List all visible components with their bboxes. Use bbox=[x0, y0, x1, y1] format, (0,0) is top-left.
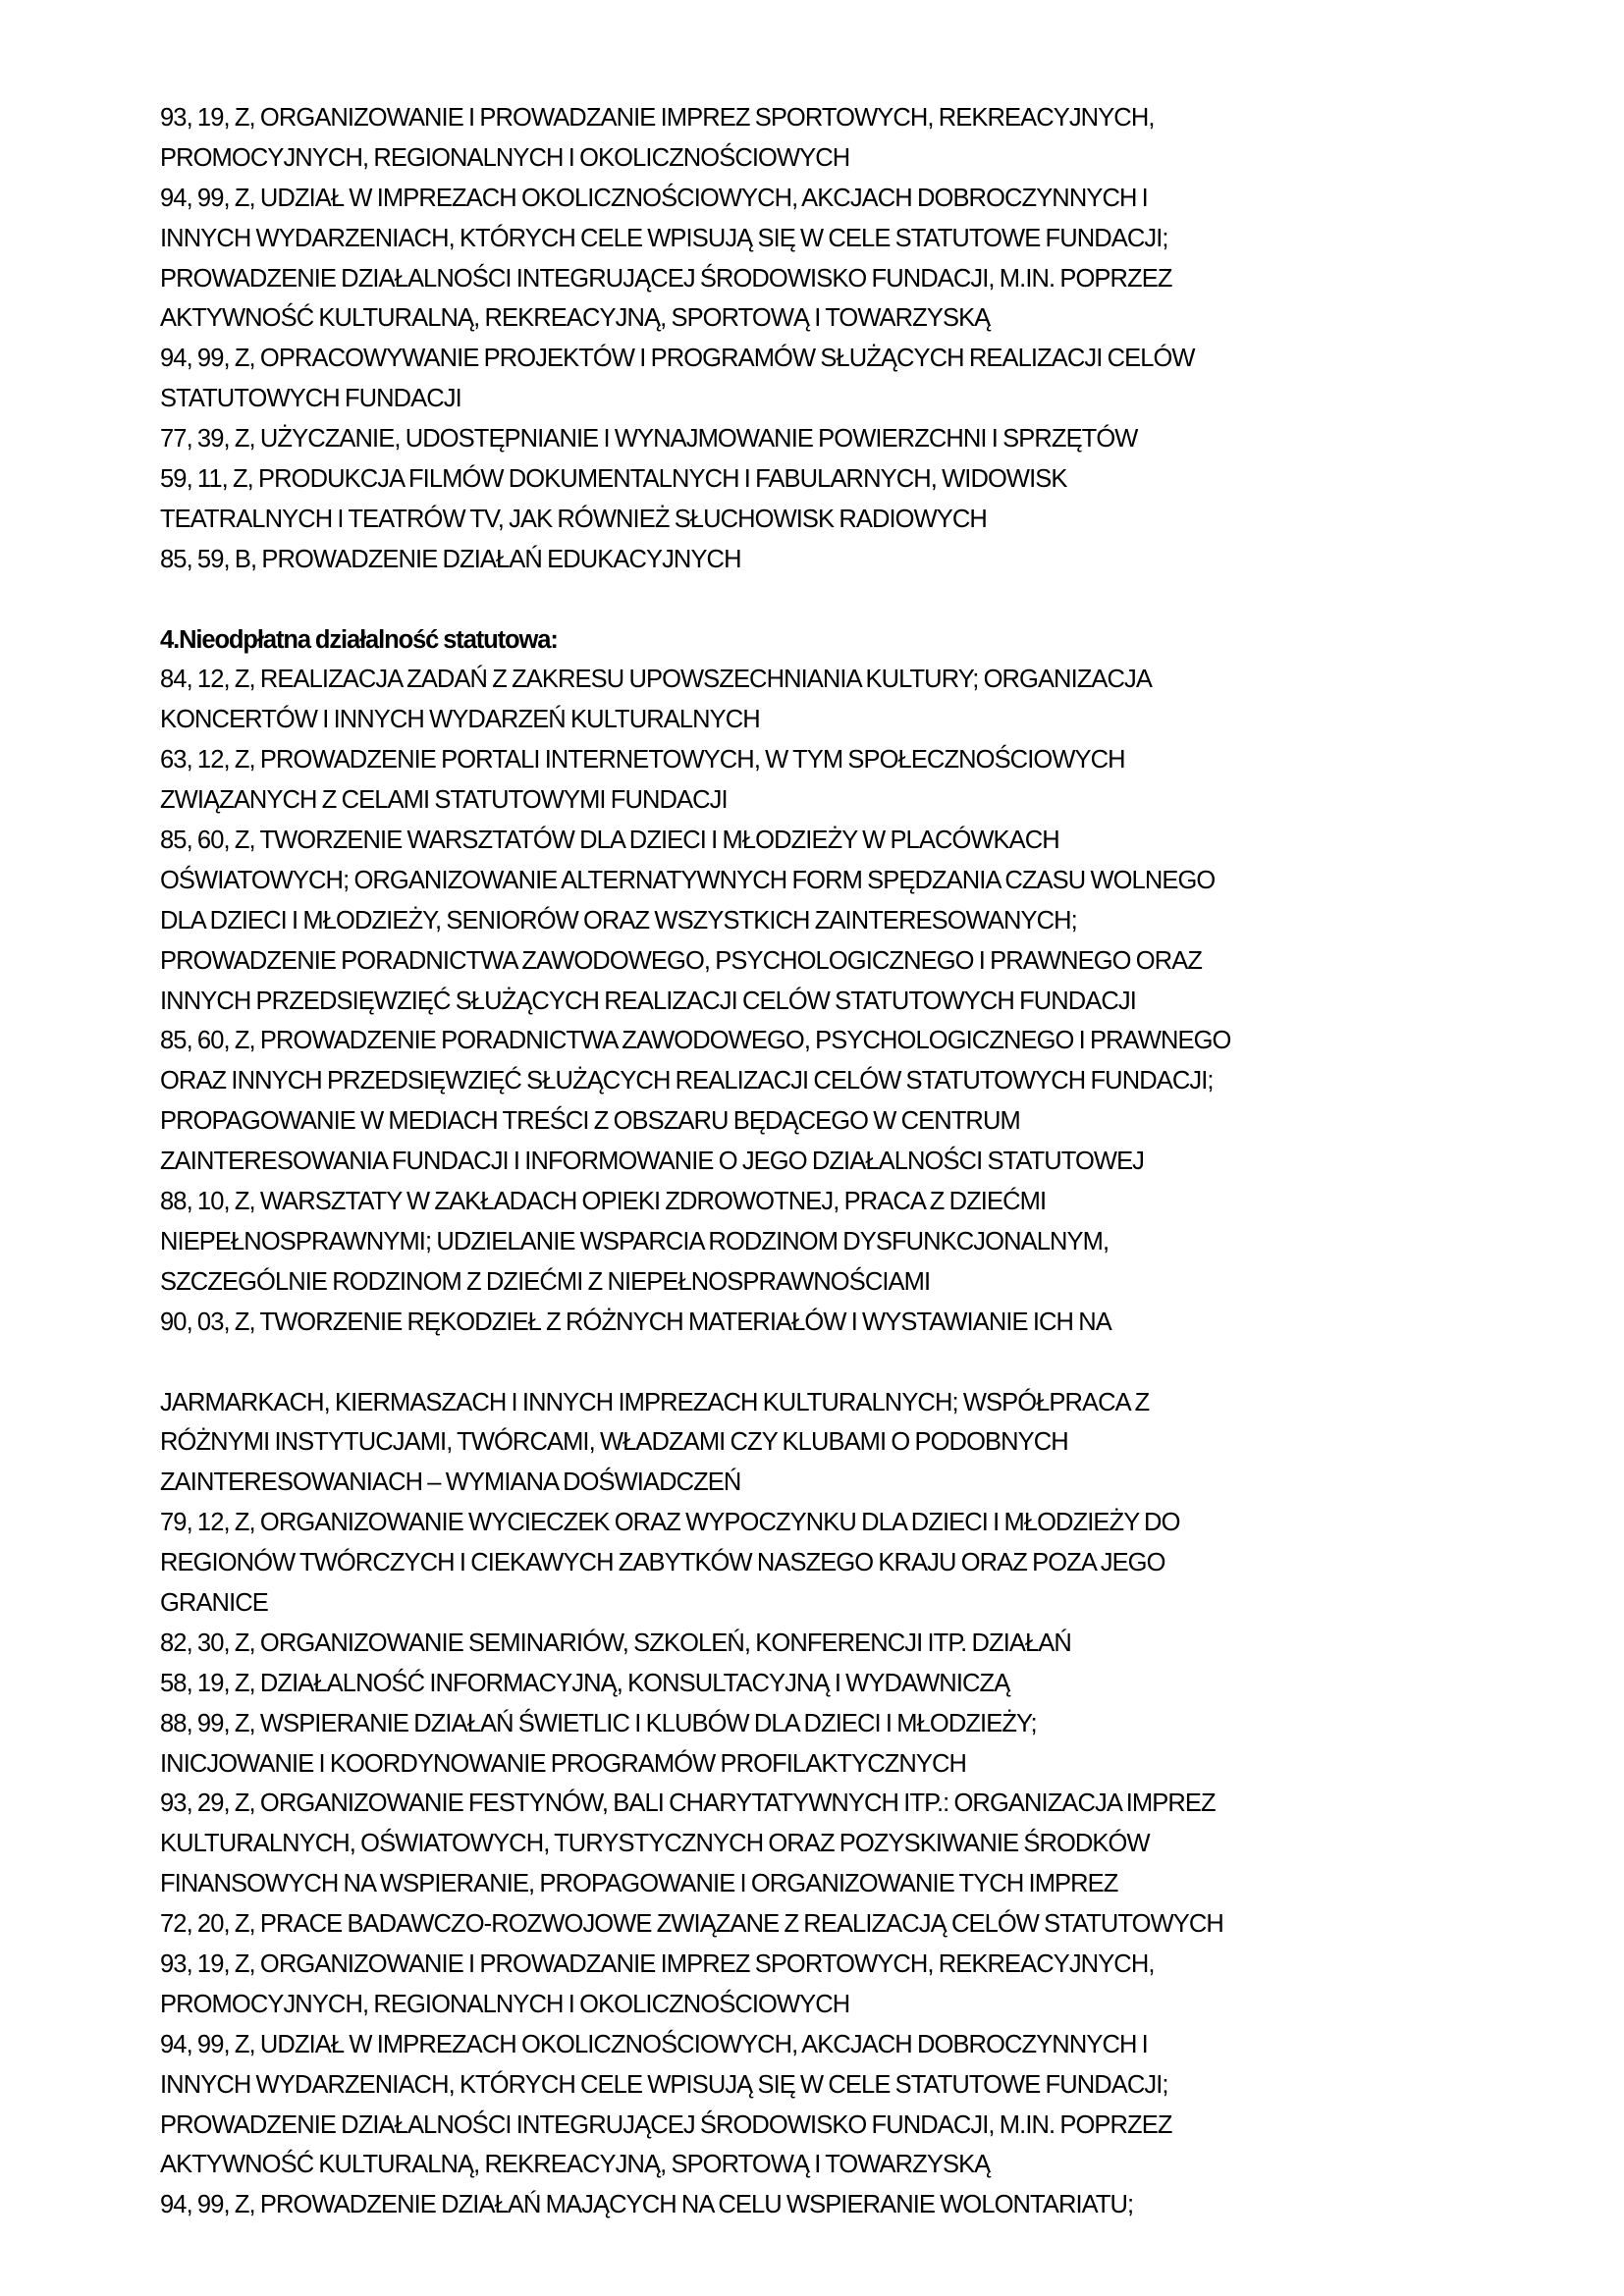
text-line: RÓŻNYMI INSTYTUCJAMI, TWÓRCAMI, WŁADZAMI CZY KLUBAMI O PODOBNYCH bbox=[160, 1428, 1068, 1457]
text-line: INNYCH WYDARZENIACH, KTÓRYCH CELE WPISUJĄ SIĘ W CELE STATUTOWE FUNDACJI; bbox=[160, 2070, 1168, 2099]
text-line: ZAINTERESOWANIA FUNDACJI I INFORMOWANIE O JEGO DZIAŁALNOŚCI STATUTOWEJ bbox=[160, 1148, 1145, 1176]
text-line: 82, 30, Z, ORGANIZOWANIE SEMINARIÓW, SZKOLEŃ, KONFERENCJI ITP. DZIAŁAŃ bbox=[160, 1629, 1071, 1657]
text-line: 94, 99, Z, UDZIAŁ W IMPREZACH OKOLICZNOŚCIOWYCH, AKCJACH DOBROCZYNNYCH I bbox=[160, 184, 1148, 212]
text-line: 94, 99, Z, OPRACOWYWANIE PROJEKTÓW I PROGRAMÓW SŁUŻĄCYCH REALIZACJI CELÓW bbox=[160, 345, 1195, 373]
text-line: INICJOWANIE I KOORDYNOWANIE PROGRAMÓW PROFILAKTYCZNYCH bbox=[160, 1749, 967, 1778]
text-line: 59, 11, Z, PRODUKCJA FILMÓW DOKUMENTALNYCH I FABULARNYCH, WIDOWISK bbox=[160, 465, 1067, 494]
document-page bbox=[160, 98, 1495, 2225]
text-line: 85, 60, Z, TWORZENIE WARSZTATÓW DLA DZIECI I MŁODZIEŻY W PLACÓWKACH bbox=[160, 827, 1059, 855]
text-line: TEATRALNYCH I TEATRÓW TV, JAK RÓWNIEŻ SŁUCHOWISK RADIOWYCH bbox=[160, 505, 987, 533]
text-line: 93, 29, Z, ORGANIZOWANIE FESTYNÓW, BALI CHARYTATYWNYCH ITP.: ORGANIZACJA IMPREZ bbox=[160, 1789, 1216, 1818]
paragraph-spacer bbox=[160, 1343, 1495, 1383]
text-line: 94, 99, Z, PROWADZENIE DZIAŁAŃ MAJĄCYCH NA CELU WSPIERANIE WOLONTARIATU; bbox=[160, 2191, 1134, 2219]
text-line: SZCZEGÓLNIE RODZINOM Z DZIEĆMI Z NIEPEŁNOSPRAWNOŚCIAMI bbox=[160, 1267, 931, 1296]
text-line: GRANICE bbox=[160, 1588, 268, 1617]
text-line: 93, 19, Z, ORGANIZOWANIE I PROWADZANIE IMPREZ SPORTOWYCH, REKREACYJNYCH, bbox=[160, 104, 1155, 132]
text-line: NIEPEŁNOSPRAWNYMI; UDZIELANIE WSPARCIA RODZINOM DYSFUNKCJONALNYM, bbox=[160, 1227, 1110, 1255]
text-line: AKTYWNOŚĆ KULTURALNĄ, REKREACYJNĄ, SPORTOWĄ I TOWARZYSKĄ bbox=[160, 2151, 991, 2179]
text-line: 88, 10, Z, WARSZTATY W ZAKŁADACH OPIEKI ZDROWOTNEJ, PRACA Z DZIEĆMI bbox=[160, 1188, 1047, 1216]
text-line: 93, 19, Z, ORGANIZOWANIE I PROWADZANIE IMPREZ SPORTOWYCH, REKREACYJNYCH, bbox=[160, 1949, 1155, 1978]
text-line: 79, 12, Z, ORGANIZOWANIE WYCIECZEK ORAZ WYPOCZYNKU DLA DZIECI I MŁODZIEŻY DO bbox=[160, 1509, 1180, 1537]
text-line: 58, 19, Z, DZIAŁALNOŚĆ INFORMACYJNĄ, KONSULTACYJNĄ I WYDAWNICZĄ bbox=[160, 1669, 1010, 1697]
text-line: JARMARKACH, KIERMASZACH I INNYCH IMPREZACH KULTURALNYCH; WSPÓŁPRACA Z bbox=[160, 1388, 1150, 1416]
text-line: 72, 20, Z, PRACE BADAWCZO-ROZWOJOWE ZWIĄZANE Z REALIZACJĄ CELÓW STATUTOWYCH bbox=[160, 1910, 1223, 1939]
text-line: ORAZ INNYCH PRZEDSIĘWZIĘĆ SŁUŻĄCYCH REALIZACJI CELÓW STATUTOWYCH FUNDACJI; bbox=[160, 1067, 1214, 1095]
text-line: INNYCH PRZEDSIĘWZIĘĆ SŁUŻĄCYCH REALIZACJI CELÓW STATUTOWYCH FUNDACJI bbox=[160, 987, 1136, 1015]
text-line: KULTURALNYCH, OŚWIATOWYCH, TURYSTYCZNYCH ORAZ POZYSKIWANIE ŚRODKÓW bbox=[160, 1830, 1150, 1858]
text-line: 63, 12, Z, PROWADZENIE PORTALI INTERNETOWYCH, W TYM SPOŁECZNOŚCIOWYCH bbox=[160, 746, 1125, 774]
text-line: PROMOCYJNYCH, REGIONALNYCH I OKOLICZNOŚCIOWYCH bbox=[160, 143, 850, 172]
text-line: 94, 99, Z, UDZIAŁ W IMPREZACH OKOLICZNOŚCIOWYCH, AKCJACH DOBROCZYNNYCH I bbox=[160, 2030, 1148, 2058]
text-line: 84, 12, Z, REALIZACJA ZADAŃ Z ZAKRESU UPOWSZECHNIANIA KULTURY; ORGANIZACJA bbox=[160, 666, 1153, 694]
text-line: 85, 60, Z, PROWADZENIE PORADNICTWA ZAWODOWEGO, PSYCHOLOGICZNEGO I PRAWNEGO bbox=[160, 1027, 1231, 1055]
section-heading: 4.Nieodpłatna działalność statutowa: bbox=[160, 625, 558, 654]
text-line: PROMOCYJNYCH, REGIONALNYCH I OKOLICZNOŚCIOWYCH bbox=[160, 1990, 850, 2018]
text-line: STATUTOWYCH FUNDACJI bbox=[160, 385, 461, 413]
text-line: PROPAGOWANIE W MEDIACH TREŚCI Z OBSZARU BĘDĄCEGO W CENTRUM bbox=[160, 1107, 1020, 1136]
paragraph-spacer bbox=[160, 580, 1495, 620]
text-line: ZWIĄZANYCH Z CELAMI STATUTOWYMI FUNDACJI bbox=[160, 786, 728, 815]
text-line: 77, 39, Z, UŻYCZANIE, UDOSTĘPNIANIE I WYNAJMOWANIE POWIERZCHNI I SPRZĘTÓW bbox=[160, 425, 1138, 454]
text-line: REGIONÓW TWÓRCZYCH I CIEKAWYCH ZABYTKÓW NASZEGO KRAJU ORAZ POZA JEGO bbox=[160, 1549, 1165, 1577]
paid-activities-list bbox=[160, 98, 1495, 580]
text-line: OŚWIATOWYCH; ORGANIZOWANIE ALTERNATYWNYCH FORM SPĘDZANIA CZASU WOLNEGO bbox=[160, 866, 1216, 894]
text-line: KONCERTÓW I INNYCH WYDARZEŃ KULTURALNYCH bbox=[160, 706, 760, 734]
text-line: ZAINTERESOWANIACH – WYMIANA DOŚWIADCZEŃ bbox=[160, 1468, 741, 1497]
text-line: 88, 99, Z, WSPIERANIE DZIAŁAŃ ŚWIETLIC I KLUBÓW DLA DZIECI I MŁODZIEŻY; bbox=[160, 1709, 1037, 1737]
text-line: FINANSOWYCH NA WSPIERANIE, PROPAGOWANIE I ORGANIZOWANIE TYCH IMPREZ bbox=[160, 1870, 1118, 1898]
text-line: PROWADZENIE DZIAŁALNOŚCI INTEGRUJĄCEJ ŚRODOWISKO FUNDACJI, M.IN. POPRZEZ bbox=[160, 264, 1172, 293]
text-line: AKTYWNOŚĆ KULTURALNĄ, REKREACYJNĄ, SPORTOWĄ I TOWARZYSKĄ bbox=[160, 304, 991, 333]
text-line: 85, 59, B, PROWADZENIE DZIAŁAŃ EDUKACYJNYCH bbox=[160, 545, 741, 573]
text-line: 90, 03, Z, TWORZENIE RĘKODZIEŁ Z RÓŻNYCH MATERIAŁÓW I WYSTAWIANIE ICH NA bbox=[160, 1308, 1111, 1336]
text-line: DLA DZIECI I MŁODZIEŻY, SENIORÓW ORAZ WSZYSTKICH ZAINTERESOWANYCH; bbox=[160, 906, 1077, 934]
section-unpaid-statutory-activity bbox=[160, 620, 1495, 2226]
text-line: INNYCH WYDARZENIACH, KTÓRYCH CELE WPISUJĄ SIĘ W CELE STATUTOWE FUNDACJI; bbox=[160, 224, 1168, 252]
text-line: PROWADZENIE PORADNICTWA ZAWODOWEGO, PSYCHOLOGICZNEGO I PRAWNEGO ORAZ bbox=[160, 946, 1203, 975]
text-line: PROWADZENIE DZIAŁALNOŚCI INTEGRUJĄCEJ ŚRODOWISKO FUNDACJI, M.IN. POPRZEZ bbox=[160, 2110, 1172, 2139]
